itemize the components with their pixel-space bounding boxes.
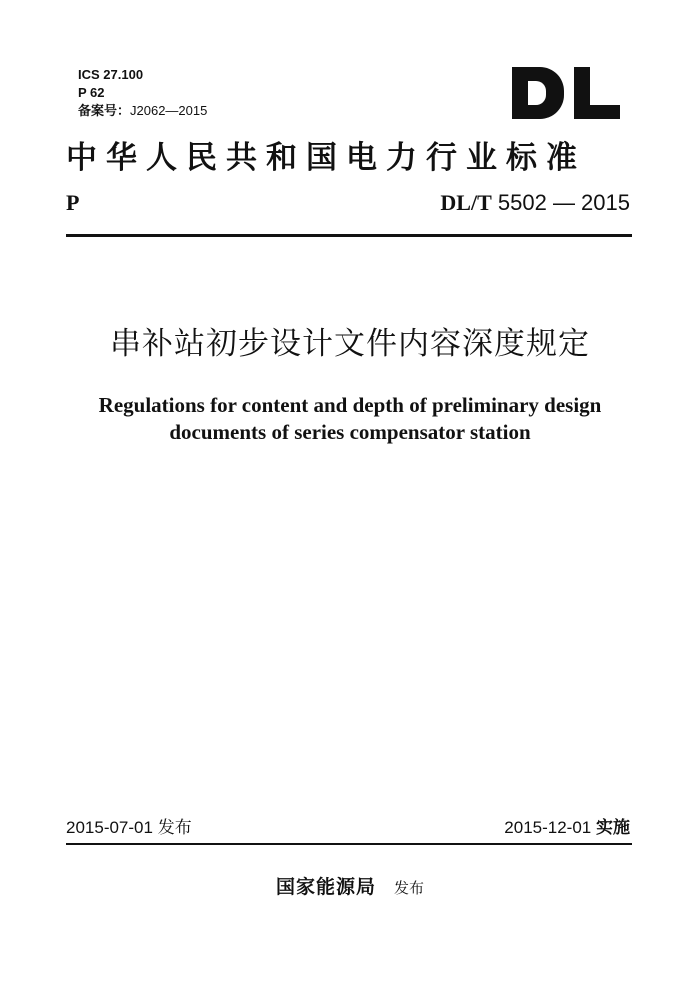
issue-date-value: 2015-07-01 (66, 818, 153, 837)
top-divider (66, 234, 632, 237)
implementation-date-label: 实施 (596, 818, 630, 837)
standard-code: DL/T (440, 190, 492, 215)
standard-number (440, 190, 630, 216)
document-title-english: Regulations for content and depth of preliminary design documents of series compensator station (98, 393, 602, 444)
issue-date-label: 发布 (157, 818, 192, 837)
document-title-chinese: 串补站初步设计文件内容深度规定 (110, 326, 590, 362)
implementation-date (504, 817, 630, 839)
publisher-action: 发布 (394, 879, 425, 897)
implementation-date-value: 2015-12-01 (504, 818, 592, 837)
category-code: P 62 (78, 85, 105, 100)
logo-letter-d (512, 67, 564, 119)
standard-year: 5502 — 2015 (497, 190, 630, 215)
ics-code: ICS 27.100 (78, 67, 144, 82)
classification-letter: P (66, 190, 80, 215)
publisher (0, 872, 700, 899)
filing-number (78, 102, 207, 120)
filing-label: 备案号： (78, 103, 131, 118)
series-title: 中华人民共和国电力行业标准 (66, 140, 586, 176)
logo-letter-l (574, 67, 620, 119)
issue-date (66, 817, 192, 839)
publisher-organization: 国家能源局 (275, 876, 376, 898)
bottom-divider (66, 843, 632, 845)
filing-value: J2062—2015 (130, 103, 208, 118)
